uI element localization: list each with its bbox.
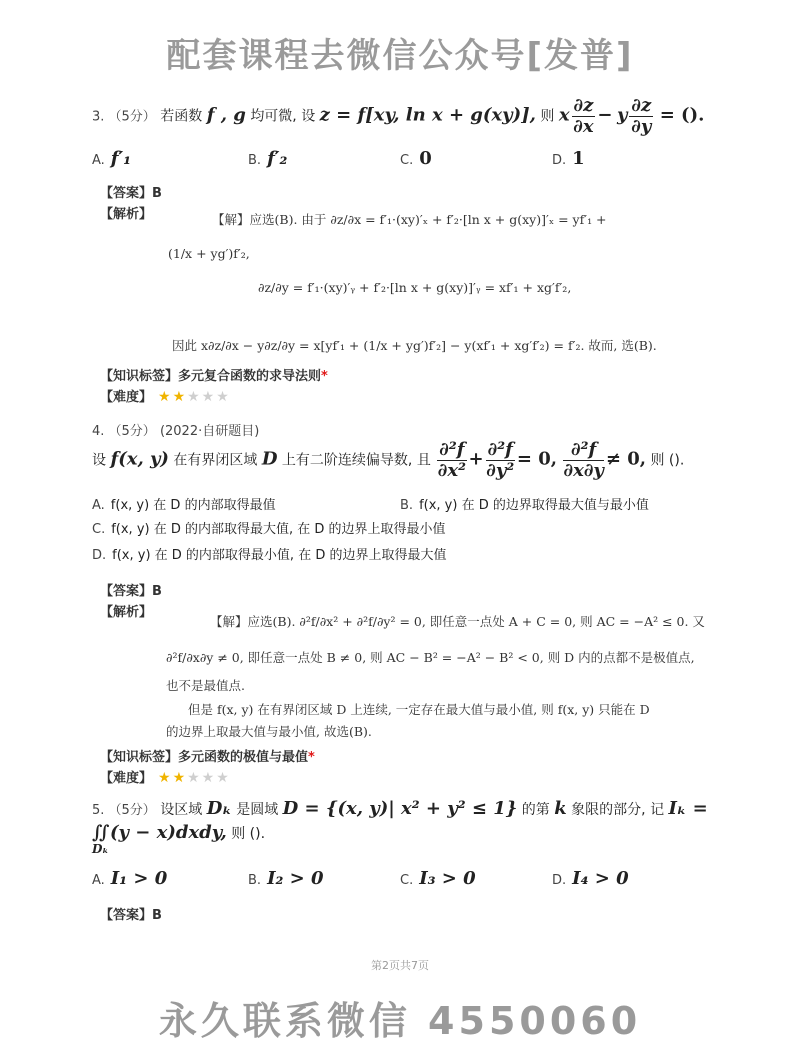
difficulty-stars-icon: ★★★★★ xyxy=(158,770,231,786)
option-d[interactable]: D. I₄ > 0 xyxy=(552,868,629,889)
answer: 【答案】B xyxy=(100,186,162,201)
question-number: 4. （5分） (2022·自研题目) xyxy=(92,424,260,439)
analysis-label: 【解析】 xyxy=(100,605,153,620)
answer: 【答案】B xyxy=(100,584,162,599)
option-c[interactable]: C. f(x, y) 在 D 的内部取得最大值, 在 D 的边界上取得最小值 xyxy=(92,522,446,537)
page-footer: 第2页共7页 xyxy=(371,959,429,972)
option-a[interactable]: A. f′₁ xyxy=(92,148,132,169)
knowledge-tag: 【知识标签】多元函数的极值与最值* xyxy=(100,750,315,765)
option-b[interactable]: B. f′₂ xyxy=(248,148,288,169)
difficulty-stars-icon: ★★★★★ xyxy=(158,389,231,405)
difficulty: 【难度】 ★★★★★ xyxy=(100,770,231,786)
solution-line: ∂z/∂y = f′₁·(xy)′ᵧ + f′₂·[ln x + g(xy)]′ᵧ = xf′₁ + xg′f′₂, xyxy=(258,280,572,295)
question-4 xyxy=(92,420,760,439)
option-b[interactable]: B. I₂ > 0 xyxy=(248,868,324,889)
solution-line: 【解】应选(B). 由于 ∂z/∂x = f′₁·(xy)′ₓ + f′₂·[ln x + g(xy)]′ₓ = yf′₁ + xyxy=(212,212,607,227)
option-d[interactable]: D. 1 xyxy=(552,148,585,169)
watermark-top: 配套课程去微信公众号[发普] xyxy=(166,36,634,76)
q3-stem-a: 若函数 xyxy=(160,108,203,125)
fraction: $\frac{\text{∂²f}}{\text{∂x²}}$ xyxy=(437,439,467,481)
question-number: 3. （5分） xyxy=(92,109,156,125)
fraction: $\frac{\partial z}{\partial y}$ xyxy=(631,95,652,137)
q3-stem-c: 则 xyxy=(540,108,555,125)
answer: 【答案】B xyxy=(100,908,162,923)
q3-ending: = (). xyxy=(659,104,705,126)
integral-subscript: Dₖ xyxy=(92,842,109,856)
solution-line: ∂²f/∂x∂y ≠ 0, 即任意一点处 B ≠ 0, 则 AC − B² = −A² − B² < 0, 则 D 内的点都不是极值点, xyxy=(166,650,695,665)
solution-line: 但是 f(x, y) 在有界闭区域 D 上连续, 一定存在最大值与最小值, 则 f(x, y) 只能在 D xyxy=(188,702,650,717)
option-a[interactable]: A. I₁ > 0 xyxy=(92,868,168,889)
q3-expr: z = f[xy, ln x + g(xy)], xyxy=(319,104,536,126)
solution-line: 【解】应选(B). ∂²f/∂x² + ∂²f/∂y² = 0, 即任意一点处 A + C = 0, 则 AC = −A² ≤ 0. 又 xyxy=(210,614,705,629)
q3-fg: f , g xyxy=(206,104,246,126)
question-5: 5. （5分） 设区域 Dₖ 是圆域 D = {(x, y)| x² + y² ≤ 1} 的第 k 象限的部分, 记 Iₖ = xyxy=(92,798,708,819)
option-b[interactable]: B. f(x, y) 在 D 的边界取得最大值与最小值 xyxy=(400,498,649,513)
watermark-bottom: 永久联系微信 4550060 xyxy=(158,999,642,1043)
question-5-integral: ∬(y − x)dxdy, 则 (). xyxy=(92,822,266,843)
solution-line: 也不是最值点. xyxy=(166,678,245,693)
knowledge-tag: 【知识标签】多元复合函数的求导法则* xyxy=(100,369,328,384)
difficulty: 【难度】 ★★★★★ xyxy=(100,389,231,405)
q3-stem-b: 均可微, 设 xyxy=(250,108,316,125)
question-number: 5. （5分） xyxy=(92,803,156,818)
solution-line: 因此 x∂z/∂x − y∂z/∂y = x[yf′₁ + (1/x + yg′)f′₂] − y(xf′₁ + xg′f′₂) = f′₂. 故而, 选(B). xyxy=(172,338,657,353)
fraction: $\frac{\text{∂²f}}{\text{∂y²}}$ xyxy=(486,439,515,481)
option-c[interactable]: C. 0 xyxy=(400,148,432,169)
option-d[interactable]: D. f(x, y) 在 D 的内部取得最小值, 在 D 的边界上取得最大值 xyxy=(92,548,447,563)
fraction: $\frac{\partial z}{\partial x}$ xyxy=(573,95,594,137)
solution-line: 的边界上取最大值与最小值, 故选(B). xyxy=(166,724,372,739)
solution-line: (1/x + yg′)f′₂, xyxy=(168,246,250,261)
fraction: $\frac{\text{∂²f}}{\partial x\partial y}$ xyxy=(563,439,604,481)
option-a[interactable]: A. f(x, y) 在 D 的内部取得最值 xyxy=(92,498,276,513)
question-3: 3. （5分） 若函数 f , g 均可微, 设 z = f[xy, ln x + g(xy)], 则 x $\frac{\partial z}{\partial x}$ − y $\frac{\partial z}{\partial y}$ = (). xyxy=(92,95,705,137)
option-c[interactable]: C. I₃ > 0 xyxy=(400,868,476,889)
question-4-stem: 设 f(x, y) 在有界闭区域 D 上有二阶连续偏导数, 且 $\frac{\text{∂²f}}{\text{∂x²}}$ + $\frac{\text{∂²f}}{\text{∂y²}}$ = 0, $\frac{\text{∂²f}}{\partial x\partial y}$ ≠ 0, 则 (). xyxy=(92,439,685,481)
analysis-label: 【解析】 xyxy=(100,207,153,222)
